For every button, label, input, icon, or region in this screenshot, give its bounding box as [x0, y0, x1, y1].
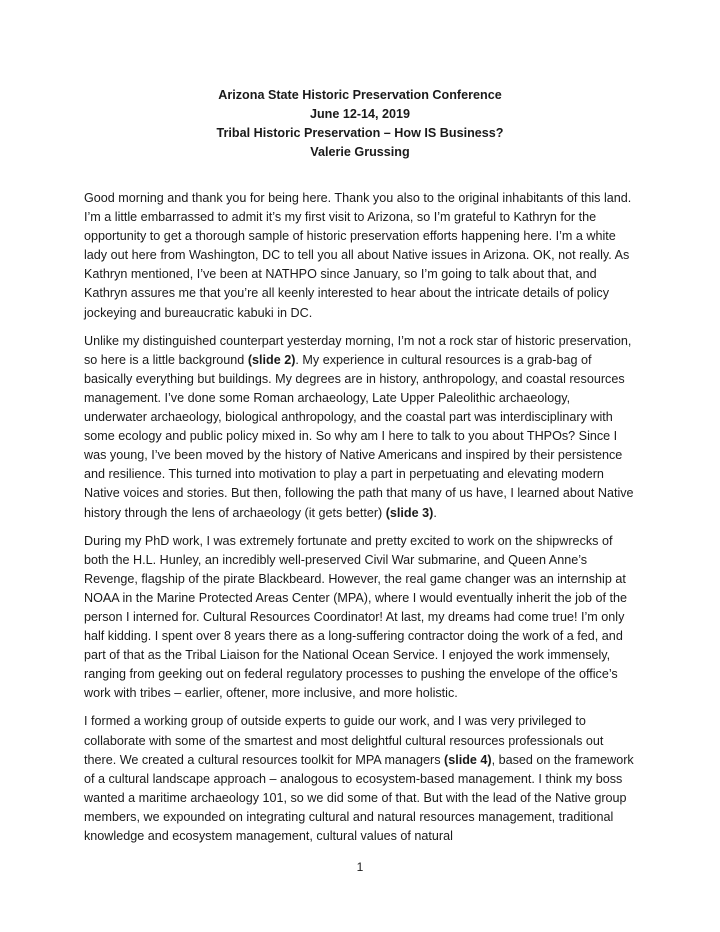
paragraph-2-text-c: . [433, 505, 437, 520]
speaker-name: Valerie Grussing [310, 145, 410, 159]
document-header [84, 86, 636, 162]
page-number: 1 [356, 860, 364, 874]
paragraph-3: During my PhD work, I was extremely fortunate and pretty excited to work on the shipwrecks of both the H.L. Hunley, an incredibly well-preserved Civil War submarine, and Queen Anne’s Revenge, flagship of the pirate Blackbeard. However, the real game changer was an internship at NOAA in the Marine Protected Areas Center (MPA), where I would eventually inherit the job of the person I interned for. Cultural Resources Coordinator! At last, my dreams had come true! I’m only half kidding. I spent over 8 years there as a long-suffering contractor doing the work of a fed, and part of that as the Tribal Liaison for the National Ocean Service. I enjoyed the work immensely, ranging from geeking out on federal regulatory processes to pushing the envelope of the office’s work with tribes – earlier, oftener, more inclusive, and more holistic. [84, 533, 627, 701]
paragraph-1: Good morning and thank you for being here. Thank you also to the original inhabitants of this land. I’m a little embarrassed to admit it’s my first visit to Arizona, so I’m grateful to Kathryn for the opportunity to get a thorough sample of historic preservation efforts happening here. I’m a white lady out here from Washington, DC to tell you all about Native issues in Arizona. OK, not really. As Kathryn mentioned, I’ve been at NATHPO since January, so I’m going to talk about that, and Kathryn assures me that you’re all keenly interested to hear about the intricate details of policy jockeying and bureaucratic kabuki in DC. [84, 191, 632, 320]
paragraph-4 [84, 712, 636, 846]
talk-title: Tribal Historic Preservation – How IS Business? [216, 126, 504, 140]
paragraph-2-text-b: . My experience in cultural resources is a grab-bag of basically everything but buildings. My degrees are in history, anthropology, and coastal resources management. I’ve done some Roman archaeology, Late Upper Paleolithic archaeology, underwater archaeology, biological anthropology, and the coastal part was interdisciplinary with some ecology and public policy mixed in. So why am I here to talk to you about THPOs? Since I was young, I’ve been moved by the history of Native Americans and inspired by their persistence and resilience. This turned into motivation to play a part in perpetuating and elevating modern Native voices and stories. But then, following the path that many of us have, I learned about Native history through the lens of archaeology (it gets better) [84, 352, 634, 520]
slide-4-reference: (slide 4) [444, 752, 492, 767]
slide-3-reference: (slide 3) [385, 505, 434, 520]
paragraph-2-text-a: Unlike my distinguished counterpart yesterday morning, I’m not a rock star of historic preservation, so here is a little background [84, 333, 632, 367]
paragraph-4-text-b: , based on the framework of a cultural landscape approach – analogous to ecosystem-based management. I think my boss wanted a maritime archaeology 101, so we did some of that. But with the lead of the Native group members, we expounded on integrating cultural and natural resources management, traditional knowledge and ecosystem management, cultural values of natural [84, 752, 634, 843]
paragraph-2 [84, 332, 636, 523]
slide-2-reference: (slide 2) [247, 352, 296, 367]
conference-title: Arizona State Historic Preservation Conference [218, 88, 502, 102]
paragraph-4-text-a: I formed a working group of outside experts to guide our work, and I was very privileged to collaborate with some of the smartest and most delightful cultural resources professionals out there. We created a cultural resources toolkit for MPA managers [84, 714, 604, 767]
conference-dates: June 12-14, 2019 [309, 107, 411, 121]
